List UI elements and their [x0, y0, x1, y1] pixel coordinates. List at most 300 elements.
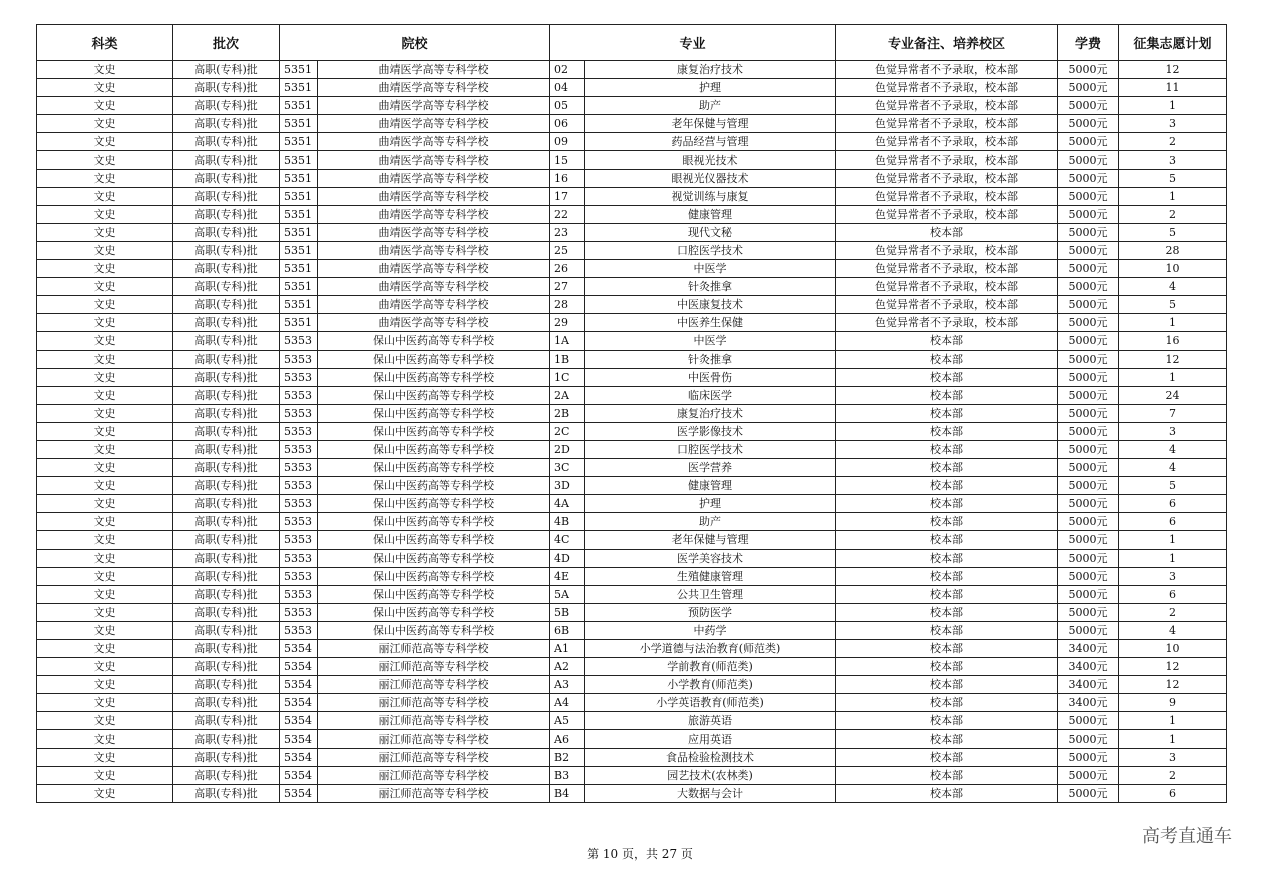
plan-cell: 4 — [1119, 440, 1227, 458]
major-code-cell: 4A — [550, 495, 585, 513]
major-code-cell: 04 — [550, 79, 585, 97]
table-row — [37, 404, 1227, 422]
plan-cell: 1 — [1119, 531, 1227, 549]
remarks-cell: 校本部 — [836, 603, 1058, 621]
watermark: 高考直通车 — [1142, 826, 1232, 847]
plan-cell: 2 — [1119, 603, 1227, 621]
category-cell: 文史 — [37, 459, 173, 477]
plan-cell: 1 — [1119, 368, 1227, 386]
category-cell: 文史 — [37, 603, 173, 621]
plan-cell: 4 — [1119, 278, 1227, 296]
major-code-cell: B3 — [550, 766, 585, 784]
school-code-cell: 5353 — [280, 513, 318, 531]
remarks-cell: 校本部 — [836, 531, 1058, 549]
category-cell: 文史 — [37, 640, 173, 658]
plan-cell: 2 — [1119, 133, 1227, 151]
batch-cell: 高职(专科)批 — [173, 386, 280, 404]
table-row — [37, 513, 1227, 531]
tuition-cell: 5000元 — [1058, 422, 1119, 440]
plan-cell: 1 — [1119, 730, 1227, 748]
header-tuition: 学费 — [1058, 25, 1119, 61]
header-plan: 征集志愿计划 — [1119, 25, 1227, 61]
batch-cell: 高职(专科)批 — [173, 477, 280, 495]
school-name-cell: 保山中医药高等专科学校 — [318, 603, 550, 621]
plan-cell: 5 — [1119, 223, 1227, 241]
major-code-cell: A3 — [550, 676, 585, 694]
tuition-cell: 5000元 — [1058, 205, 1119, 223]
batch-cell: 高职(专科)批 — [173, 205, 280, 223]
remarks-cell: 色觉异常者不予录取，校本部 — [836, 61, 1058, 79]
major-code-cell: 2A — [550, 386, 585, 404]
tuition-cell: 5000元 — [1058, 386, 1119, 404]
table-row — [37, 585, 1227, 603]
plan-cell: 3 — [1119, 151, 1227, 169]
tuition-cell: 5000元 — [1058, 513, 1119, 531]
school-name-cell: 保山中医药高等专科学校 — [318, 567, 550, 585]
tuition-cell: 5000元 — [1058, 97, 1119, 115]
category-cell: 文史 — [37, 549, 173, 567]
remarks-cell: 色觉异常者不予录取，校本部 — [836, 314, 1058, 332]
category-cell: 文史 — [37, 169, 173, 187]
major-code-cell: 2D — [550, 440, 585, 458]
school-name-cell: 保山中医药高等专科学校 — [318, 477, 550, 495]
school-code-cell: 5353 — [280, 440, 318, 458]
school-name-cell: 保山中医药高等专科学校 — [318, 368, 550, 386]
batch-cell: 高职(专科)批 — [173, 513, 280, 531]
major-name-cell: 生殖健康管理 — [585, 567, 836, 585]
major-code-cell: 23 — [550, 223, 585, 241]
major-code-cell: 09 — [550, 133, 585, 151]
remarks-cell: 校本部 — [836, 621, 1058, 639]
school-code-cell: 5354 — [280, 640, 318, 658]
remarks-cell: 色觉异常者不予录取，校本部 — [836, 205, 1058, 223]
tuition-cell: 5000元 — [1058, 712, 1119, 730]
major-code-cell: A5 — [550, 712, 585, 730]
school-name-cell: 保山中医药高等专科学校 — [318, 513, 550, 531]
plan-cell: 3 — [1119, 748, 1227, 766]
category-cell: 文史 — [37, 115, 173, 133]
batch-cell: 高职(专科)批 — [173, 187, 280, 205]
major-code-cell: A4 — [550, 694, 585, 712]
table-body — [37, 61, 1227, 803]
school-code-cell: 5353 — [280, 404, 318, 422]
plan-cell: 2 — [1119, 205, 1227, 223]
major-name-cell: 药品经营与管理 — [585, 133, 836, 151]
category-cell: 文史 — [37, 133, 173, 151]
major-code-cell: 2C — [550, 422, 585, 440]
school-code-cell: 5354 — [280, 676, 318, 694]
school-name-cell: 曲靖医学高等专科学校 — [318, 115, 550, 133]
plan-cell: 1 — [1119, 549, 1227, 567]
table-row — [37, 169, 1227, 187]
remarks-cell: 校本部 — [836, 730, 1058, 748]
table-row — [37, 97, 1227, 115]
tuition-cell: 5000元 — [1058, 603, 1119, 621]
school-name-cell: 曲靖医学高等专科学校 — [318, 241, 550, 259]
plan-cell: 5 — [1119, 296, 1227, 314]
major-name-cell: 康复治疗技术 — [585, 404, 836, 422]
category-cell: 文史 — [37, 386, 173, 404]
major-code-cell: 4C — [550, 531, 585, 549]
table-row — [37, 241, 1227, 259]
major-code-cell: 4D — [550, 549, 585, 567]
school-code-cell: 5353 — [280, 531, 318, 549]
category-cell: 文史 — [37, 97, 173, 115]
plan-cell: 5 — [1119, 477, 1227, 495]
category-cell: 文史 — [37, 61, 173, 79]
batch-cell: 高职(专科)批 — [173, 368, 280, 386]
tuition-cell: 5000元 — [1058, 296, 1119, 314]
admission-plan-table — [36, 24, 1227, 803]
school-code-cell: 5353 — [280, 603, 318, 621]
tuition-cell: 5000元 — [1058, 585, 1119, 603]
batch-cell: 高职(专科)批 — [173, 422, 280, 440]
school-code-cell: 5351 — [280, 296, 318, 314]
remarks-cell: 校本部 — [836, 223, 1058, 241]
major-name-cell: 中医学 — [585, 260, 836, 278]
school-code-cell: 5353 — [280, 386, 318, 404]
remarks-cell: 色觉异常者不予录取，校本部 — [836, 151, 1058, 169]
school-name-cell: 保山中医药高等专科学校 — [318, 404, 550, 422]
major-name-cell: 应用英语 — [585, 730, 836, 748]
school-code-cell: 5351 — [280, 133, 318, 151]
major-name-cell: 园艺技术(农林类) — [585, 766, 836, 784]
remarks-cell: 校本部 — [836, 658, 1058, 676]
remarks-cell: 色觉异常者不予录取，校本部 — [836, 278, 1058, 296]
table-row — [37, 61, 1227, 79]
major-name-cell: 针灸推拿 — [585, 350, 836, 368]
school-name-cell: 保山中医药高等专科学校 — [318, 549, 550, 567]
batch-cell: 高职(专科)批 — [173, 531, 280, 549]
plan-cell: 10 — [1119, 260, 1227, 278]
school-name-cell: 丽江师范高等专科学校 — [318, 640, 550, 658]
remarks-cell: 校本部 — [836, 495, 1058, 513]
batch-cell: 高职(专科)批 — [173, 115, 280, 133]
category-cell: 文史 — [37, 658, 173, 676]
batch-cell: 高职(专科)批 — [173, 694, 280, 712]
school-name-cell: 丽江师范高等专科学校 — [318, 766, 550, 784]
tuition-cell: 5000元 — [1058, 549, 1119, 567]
school-name-cell: 曲靖医学高等专科学校 — [318, 205, 550, 223]
school-code-cell: 5354 — [280, 694, 318, 712]
major-name-cell: 眼视光仪器技术 — [585, 169, 836, 187]
category-cell: 文史 — [37, 730, 173, 748]
table-row — [37, 314, 1227, 332]
major-code-cell: 4E — [550, 567, 585, 585]
plan-cell: 10 — [1119, 640, 1227, 658]
tuition-cell: 5000元 — [1058, 278, 1119, 296]
batch-cell: 高职(专科)批 — [173, 459, 280, 477]
remarks-cell: 校本部 — [836, 404, 1058, 422]
remarks-cell: 校本部 — [836, 748, 1058, 766]
tuition-cell: 5000元 — [1058, 531, 1119, 549]
major-name-cell: 口腔医学技术 — [585, 440, 836, 458]
remarks-cell: 色觉异常者不予录取，校本部 — [836, 115, 1058, 133]
category-cell: 文史 — [37, 260, 173, 278]
school-code-cell: 5353 — [280, 621, 318, 639]
table-row — [37, 223, 1227, 241]
tuition-cell: 5000元 — [1058, 495, 1119, 513]
plan-cell: 16 — [1119, 332, 1227, 350]
batch-cell: 高职(专科)批 — [173, 97, 280, 115]
major-name-cell: 助产 — [585, 513, 836, 531]
tuition-cell: 3400元 — [1058, 640, 1119, 658]
plan-cell: 3 — [1119, 567, 1227, 585]
remarks-cell: 校本部 — [836, 332, 1058, 350]
page-footer: 第 10 页，共 27 页 — [587, 847, 693, 861]
major-code-cell: 3C — [550, 459, 585, 477]
batch-cell: 高职(专科)批 — [173, 748, 280, 766]
table-row — [37, 278, 1227, 296]
tuition-cell: 5000元 — [1058, 241, 1119, 259]
tuition-cell: 3400元 — [1058, 676, 1119, 694]
major-name-cell: 临床医学 — [585, 386, 836, 404]
school-code-cell: 5353 — [280, 350, 318, 368]
major-name-cell: 大数据与会计 — [585, 784, 836, 802]
remarks-cell: 校本部 — [836, 567, 1058, 585]
tuition-cell: 5000元 — [1058, 477, 1119, 495]
remarks-cell: 校本部 — [836, 712, 1058, 730]
school-name-cell: 曲靖医学高等专科学校 — [318, 133, 550, 151]
school-code-cell: 5351 — [280, 79, 318, 97]
school-name-cell: 丽江师范高等专科学校 — [318, 748, 550, 766]
batch-cell: 高职(专科)批 — [173, 241, 280, 259]
school-code-cell: 5354 — [280, 784, 318, 802]
table-row — [37, 440, 1227, 458]
batch-cell: 高职(专科)批 — [173, 350, 280, 368]
major-code-cell: 6B — [550, 621, 585, 639]
remarks-cell: 校本部 — [836, 386, 1058, 404]
major-code-cell: 2B — [550, 404, 585, 422]
table-row — [37, 567, 1227, 585]
plan-cell: 6 — [1119, 585, 1227, 603]
batch-cell: 高职(专科)批 — [173, 278, 280, 296]
header-batch: 批次 — [173, 25, 280, 61]
school-name-cell: 曲靖医学高等专科学校 — [318, 278, 550, 296]
major-name-cell: 食品检验检测技术 — [585, 748, 836, 766]
major-name-cell: 中医康复技术 — [585, 296, 836, 314]
table-row — [37, 603, 1227, 621]
remarks-cell: 色觉异常者不予录取，校本部 — [836, 241, 1058, 259]
plan-cell: 6 — [1119, 495, 1227, 513]
school-name-cell: 曲靖医学高等专科学校 — [318, 151, 550, 169]
tuition-cell: 5000元 — [1058, 440, 1119, 458]
major-code-cell: 3D — [550, 477, 585, 495]
header-category: 科类 — [37, 25, 173, 61]
tuition-cell: 5000元 — [1058, 314, 1119, 332]
tuition-cell: 5000元 — [1058, 187, 1119, 205]
school-name-cell: 曲靖医学高等专科学校 — [318, 223, 550, 241]
category-cell: 文史 — [37, 766, 173, 784]
table-row — [37, 730, 1227, 748]
major-code-cell: 4B — [550, 513, 585, 531]
school-name-cell: 曲靖医学高等专科学校 — [318, 97, 550, 115]
remarks-cell: 色觉异常者不予录取，校本部 — [836, 296, 1058, 314]
major-name-cell: 健康管理 — [585, 205, 836, 223]
table-row — [37, 115, 1227, 133]
tuition-cell: 5000元 — [1058, 368, 1119, 386]
school-name-cell: 保山中医药高等专科学校 — [318, 459, 550, 477]
table-row — [37, 549, 1227, 567]
remarks-cell: 色觉异常者不予录取，校本部 — [836, 187, 1058, 205]
major-name-cell: 护理 — [585, 79, 836, 97]
school-code-cell: 5351 — [280, 61, 318, 79]
category-cell: 文史 — [37, 567, 173, 585]
plan-cell: 1 — [1119, 314, 1227, 332]
batch-cell: 高职(专科)批 — [173, 603, 280, 621]
plan-cell: 4 — [1119, 459, 1227, 477]
category-cell: 文史 — [37, 350, 173, 368]
major-code-cell: 1C — [550, 368, 585, 386]
table-row — [37, 386, 1227, 404]
major-name-cell: 医学营养 — [585, 459, 836, 477]
category-cell: 文史 — [37, 477, 173, 495]
school-code-cell: 5353 — [280, 567, 318, 585]
major-code-cell: 1B — [550, 350, 585, 368]
remarks-cell: 校本部 — [836, 368, 1058, 386]
remarks-cell: 色觉异常者不予录取，校本部 — [836, 169, 1058, 187]
table-row — [37, 621, 1227, 639]
batch-cell: 高职(专科)批 — [173, 223, 280, 241]
table-row — [37, 332, 1227, 350]
table-row — [37, 640, 1227, 658]
remarks-cell: 校本部 — [836, 422, 1058, 440]
table-row — [37, 477, 1227, 495]
header-row — [37, 25, 1227, 61]
major-name-cell: 健康管理 — [585, 477, 836, 495]
table-header — [37, 25, 1227, 61]
tuition-cell: 5000元 — [1058, 748, 1119, 766]
school-name-cell: 丽江师范高等专科学校 — [318, 676, 550, 694]
tuition-cell: 5000元 — [1058, 730, 1119, 748]
header-major: 专业 — [550, 25, 836, 61]
major-name-cell: 视觉训练与康复 — [585, 187, 836, 205]
batch-cell: 高职(专科)批 — [173, 712, 280, 730]
major-code-cell: A1 — [550, 640, 585, 658]
tuition-cell: 5000元 — [1058, 567, 1119, 585]
table-row — [37, 187, 1227, 205]
tuition-cell: 5000元 — [1058, 404, 1119, 422]
plan-cell: 7 — [1119, 404, 1227, 422]
major-name-cell: 老年保健与管理 — [585, 115, 836, 133]
category-cell: 文史 — [37, 151, 173, 169]
plan-cell: 24 — [1119, 386, 1227, 404]
batch-cell: 高职(专科)批 — [173, 79, 280, 97]
table-row — [37, 694, 1227, 712]
category-cell: 文史 — [37, 314, 173, 332]
batch-cell: 高职(专科)批 — [173, 766, 280, 784]
major-name-cell: 口腔医学技术 — [585, 241, 836, 259]
category-cell: 文史 — [37, 205, 173, 223]
table-row — [37, 260, 1227, 278]
major-name-cell: 中药学 — [585, 621, 836, 639]
school-code-cell: 5353 — [280, 368, 318, 386]
category-cell: 文史 — [37, 712, 173, 730]
category-cell: 文史 — [37, 368, 173, 386]
school-name-cell: 曲靖医学高等专科学校 — [318, 187, 550, 205]
tuition-cell: 5000元 — [1058, 133, 1119, 151]
school-code-cell: 5351 — [280, 97, 318, 115]
tuition-cell: 5000元 — [1058, 151, 1119, 169]
major-name-cell: 眼视光技术 — [585, 151, 836, 169]
batch-cell: 高职(专科)批 — [173, 133, 280, 151]
tuition-cell: 5000元 — [1058, 223, 1119, 241]
table-row — [37, 531, 1227, 549]
major-code-cell: 02 — [550, 61, 585, 79]
batch-cell: 高职(专科)批 — [173, 676, 280, 694]
category-cell: 文史 — [37, 187, 173, 205]
tuition-cell: 3400元 — [1058, 694, 1119, 712]
plan-cell: 11 — [1119, 79, 1227, 97]
major-code-cell: 06 — [550, 115, 585, 133]
major-code-cell: 25 — [550, 241, 585, 259]
remarks-cell: 色觉异常者不予录取，校本部 — [836, 260, 1058, 278]
school-code-cell: 5354 — [280, 748, 318, 766]
school-code-cell: 5354 — [280, 766, 318, 784]
major-name-cell: 中医学 — [585, 332, 836, 350]
plan-cell: 6 — [1119, 513, 1227, 531]
batch-cell: 高职(专科)批 — [173, 585, 280, 603]
school-code-cell: 5351 — [280, 115, 318, 133]
major-code-cell: 27 — [550, 278, 585, 296]
school-name-cell: 保山中医药高等专科学校 — [318, 495, 550, 513]
remarks-cell: 色觉异常者不予录取，校本部 — [836, 79, 1058, 97]
major-code-cell: 15 — [550, 151, 585, 169]
plan-cell: 1 — [1119, 187, 1227, 205]
category-cell: 文史 — [37, 223, 173, 241]
school-code-cell: 5353 — [280, 459, 318, 477]
table-row — [37, 712, 1227, 730]
school-name-cell: 曲靖医学高等专科学校 — [318, 296, 550, 314]
plan-cell: 1 — [1119, 712, 1227, 730]
school-name-cell: 曲靖医学高等专科学校 — [318, 260, 550, 278]
remarks-cell: 校本部 — [836, 676, 1058, 694]
plan-cell: 5 — [1119, 169, 1227, 187]
school-name-cell: 丽江师范高等专科学校 — [318, 694, 550, 712]
table-row — [37, 766, 1227, 784]
table-row — [37, 748, 1227, 766]
major-code-cell: 22 — [550, 205, 585, 223]
tuition-cell: 5000元 — [1058, 332, 1119, 350]
school-code-cell: 5353 — [280, 477, 318, 495]
tuition-cell: 5000元 — [1058, 459, 1119, 477]
category-cell: 文史 — [37, 585, 173, 603]
major-code-cell: 1A — [550, 332, 585, 350]
major-name-cell: 公共卫生管理 — [585, 585, 836, 603]
table-row — [37, 151, 1227, 169]
tuition-cell: 5000元 — [1058, 61, 1119, 79]
batch-cell: 高职(专科)批 — [173, 260, 280, 278]
major-code-cell: 5A — [550, 585, 585, 603]
table-row — [37, 495, 1227, 513]
school-code-cell: 5351 — [280, 169, 318, 187]
school-name-cell: 曲靖医学高等专科学校 — [318, 314, 550, 332]
plan-cell: 3 — [1119, 422, 1227, 440]
school-name-cell: 曲靖医学高等专科学校 — [318, 79, 550, 97]
remarks-cell: 校本部 — [836, 549, 1058, 567]
major-name-cell: 中医骨伤 — [585, 368, 836, 386]
major-code-cell: 28 — [550, 296, 585, 314]
category-cell: 文史 — [37, 332, 173, 350]
major-code-cell: B4 — [550, 784, 585, 802]
tuition-cell: 5000元 — [1058, 260, 1119, 278]
major-code-cell: B2 — [550, 748, 585, 766]
header-remarks: 专业备注、培养校区 — [836, 25, 1058, 61]
major-code-cell: A2 — [550, 658, 585, 676]
table-row — [37, 133, 1227, 151]
school-name-cell: 丽江师范高等专科学校 — [318, 730, 550, 748]
school-code-cell: 5353 — [280, 585, 318, 603]
